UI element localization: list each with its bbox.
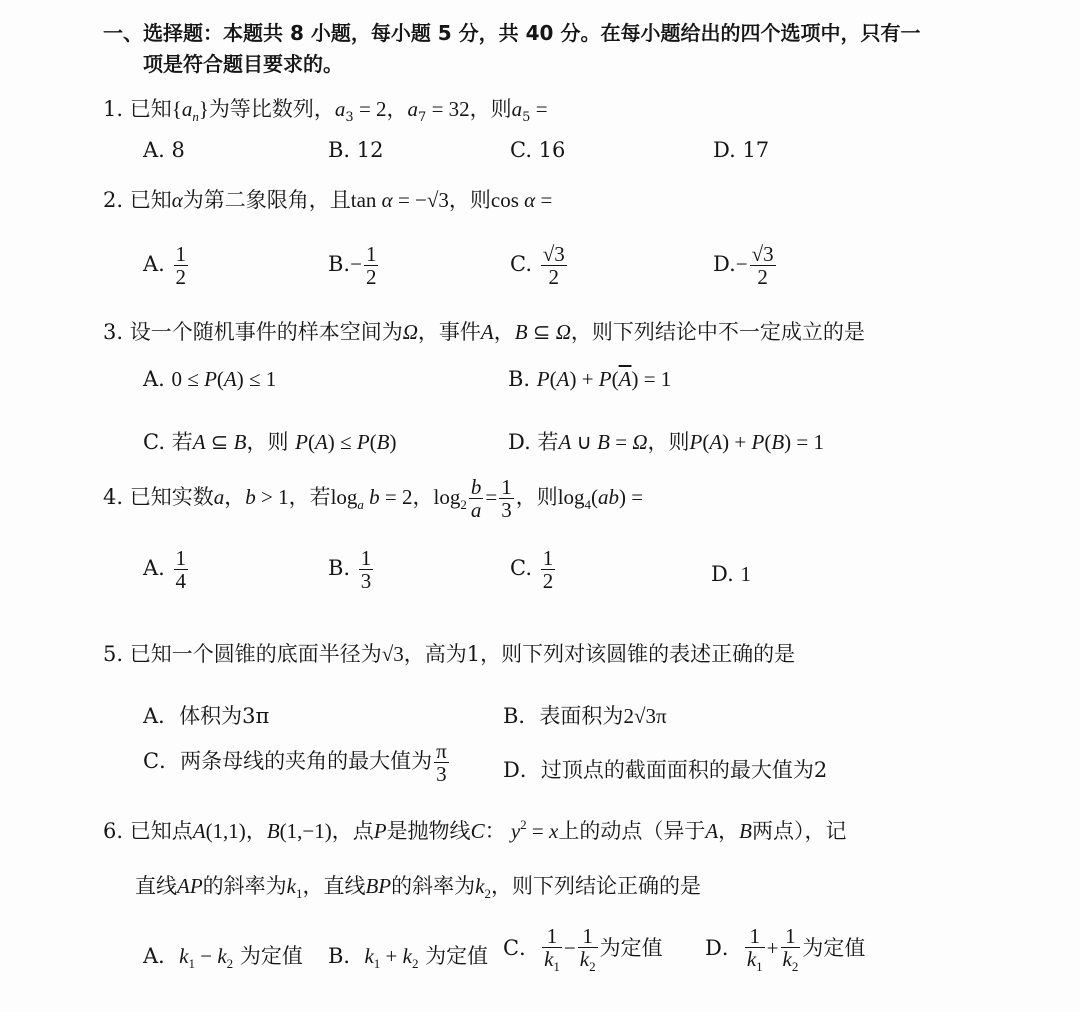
q1-option-b: B. 12 — [328, 138, 384, 162]
q1-option-a: A. 8 — [143, 138, 185, 162]
q1-option-d: D. 17 — [713, 138, 770, 162]
q3-option-c: C. 若A ⊆ B，则 P(A) ≤ P(B) — [143, 430, 397, 454]
q2-option-c: C. $\frac{√3}{2}$ — [510, 242, 565, 290]
question-number: 1. — [103, 97, 124, 121]
question-number: 6. — [103, 819, 124, 843]
question-1: 1. 已知$\{a_n\}$为等比数列，$a_3 = 2$，$a_7 = 32$，则$a_5$ = — [103, 97, 548, 125]
question-6-line2: 直线AP的斜率为$k_1$，直线BP的斜率为$k_2$，则下列结论正确的是 — [135, 874, 701, 901]
q6-option-d: D． $\frac{1}{k_1}$ + $\frac{1}{k_2}$ 为定值 — [705, 924, 866, 975]
q6-option-b: B．$k_1 + k_2$ 为定值 — [328, 944, 489, 971]
q6-option-a: A．$k_1 - k_2$ 为定值 — [143, 944, 303, 971]
q5-option-c: C．两条母线的夹角的最大值为 $\frac{\pi}{3}$ — [143, 739, 447, 787]
q4-option-b: B. $\frac{1}{3}$ — [328, 546, 372, 594]
q4-option-c: C. $\frac{1}{2}$ — [510, 546, 554, 594]
q5-option-a: A．体积为3π — [143, 704, 270, 728]
question-number: 3. — [103, 320, 124, 344]
question-6-line1: 6. 已知点A(1,1)，B(1,−1)，点P是抛物线C： $y^2 = x$上的动点（异于A，B两点），记 — [103, 817, 847, 843]
question-2: 2. 已知α为第二象限角，且tan α = −√3，则cos α = — [103, 188, 553, 212]
q2-option-b: B.− $\frac{1}{2}$ — [328, 242, 377, 290]
q3-option-b: B. $P(A) + P(\overline{A}) = 1$ — [508, 367, 672, 391]
section-header-line2: 项是符合题目要求的。 — [143, 52, 343, 76]
q4-option-a: A. $\frac{1}{4}$ — [143, 546, 187, 594]
q2-option-a: A. $\frac{1}{2}$ — [143, 242, 187, 290]
q3-option-d: D. 若A ∪ B = Ω，则P(A) + P(B) = 1 — [508, 430, 825, 454]
question-5: 5. 已知一个圆锥的底面半径为√3，高为1，则下列对该圆锥的表述正确的是 — [103, 642, 796, 666]
question-4: 4. 已知实数a，b > 1，若$\log_a b = 2$，$\log_2$ $\frac{b}{a}$ = $\frac{1}{3}$ ，则$\log_4(ab)$ = — [103, 475, 644, 523]
q4-option-d: D. 1 — [711, 562, 751, 586]
q1-option-c: C. 16 — [510, 138, 566, 162]
q3-option-a: A. 0 ≤ P(A) ≤ 1 — [143, 367, 277, 391]
question-3: 3. 设一个随机事件的样本空间为Ω，事件A，B ⊆ Ω，则下列结论中不一定成立的是 — [103, 320, 865, 344]
question-number: 5. — [103, 642, 124, 666]
q5-option-b: B．表面积为2√3π — [503, 704, 667, 728]
q5-option-d: D．过顶点的截面面积的最大值为2 — [503, 758, 828, 782]
section-header-line1: 一、选择题：本题共 8 小题，每小题 5 分，共 40 分。在每小题给出的四个选项中，只有一 — [103, 21, 921, 45]
q2-option-d: D.− $\frac{√3}{2}$ — [713, 242, 774, 290]
question-number: 2. — [103, 188, 124, 212]
question-number: 4. — [103, 485, 124, 510]
q6-option-c: C． $\frac{1}{k_1}$ − $\frac{1}{k_2}$ 为定值 — [503, 924, 663, 975]
